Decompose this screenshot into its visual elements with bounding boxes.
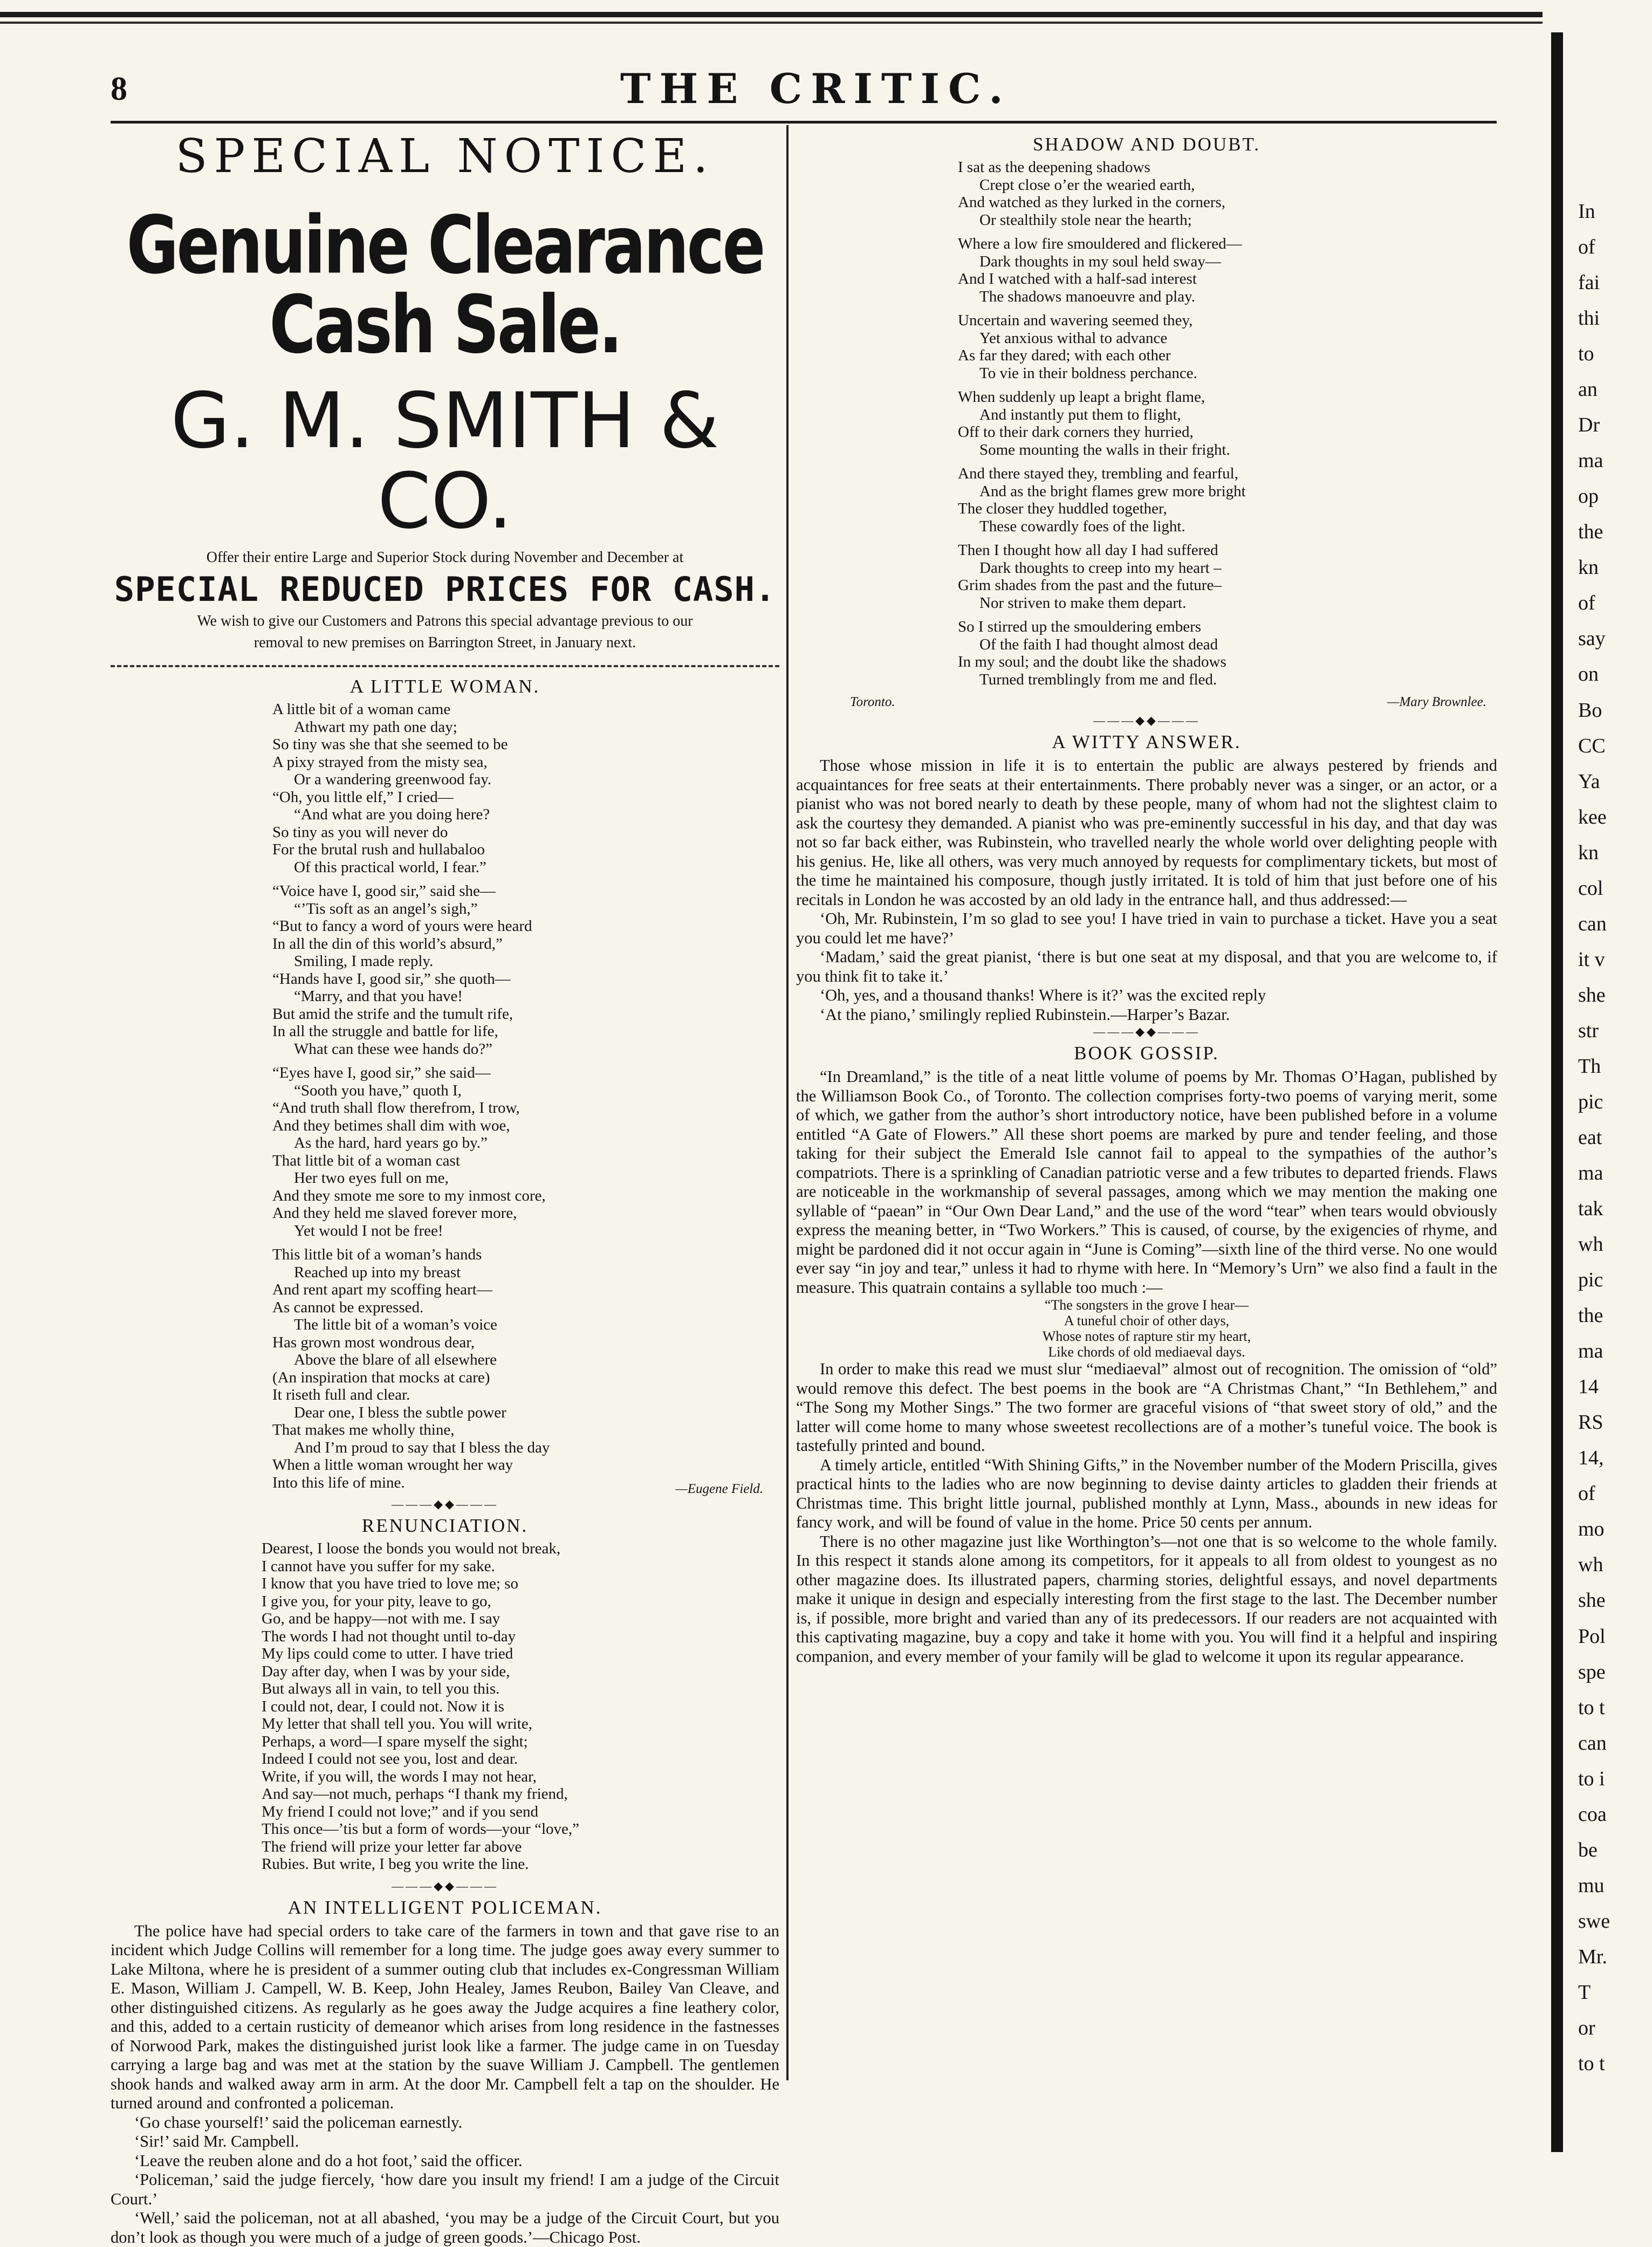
margin-fragment: to xyxy=(1578,342,1594,366)
poem-line: A little bit of a woman came xyxy=(272,701,451,718)
poem-line: I give you, for your pity, leave to go, xyxy=(262,1592,491,1610)
quote-line: Whose notes of rapture stir my heart, xyxy=(1042,1328,1251,1344)
paragraph: ‘Madam,’ said the great pianist, ‘there is but one seat at my disposal, and that you are welcome to, if you think fit to take it.’ xyxy=(796,948,1497,985)
margin-fragment: Dr xyxy=(1578,414,1600,437)
margin-fragment: col xyxy=(1578,876,1603,900)
paragraph: ‘Leave the reuben alone and do a hot foot,’ said the officer. xyxy=(134,2151,523,2170)
poem-line: Of this practical world, I fear.” xyxy=(294,858,486,876)
poem-stanza xyxy=(958,159,1497,229)
ad-headline: Genuine Clearance Cash Sale. xyxy=(126,198,764,371)
poem-line: And there stayed they, trembling and fearful, xyxy=(958,465,1238,482)
poem-line: Of the faith I had thought almost dead xyxy=(979,635,1218,653)
ad-prices: SPECIAL REDUCED PRICES FOR CASH. xyxy=(114,570,776,609)
margin-fragment: pic xyxy=(1578,1269,1603,1292)
paragraph: Those whose mission in life it is to entertain the public are always pestered by friends and acquaintances for free seats at their entertainments. There probably never was a singer, or an actor, or a pianist who was not bored nearly to death by these people, many of whom had not the slightest claim to ask the courtesy they demanded. A pianist who was pre-eminently successful in his day, and that day was not so far back either, was Rubinstein, who travelled nearly the whole world over delighting people with his genius. He, like all others, was very much annoyed by requests for complimentary tickets, but most of the time he maintained his composure, though justly irritated. It is told of him that just before one of his recitals in London he was accosted by an old lady in the entrance hall, and thus addressed:— xyxy=(796,756,1497,909)
shadow-title: SHADOW AND DOUBT. xyxy=(1032,134,1261,155)
poem-line: Dark thoughts in my soul held sway— xyxy=(979,252,1221,270)
poem-stanza xyxy=(958,542,1497,612)
poem-line: “’Tis soft as an angel’s sigh,” xyxy=(294,900,478,917)
poem-line: Dark thoughts to creep into my heart – xyxy=(979,559,1222,577)
paragraph: ‘Well,’ said the policeman, not at all abashed, ‘you may be a judge of the Circuit Court, but you don’t look as though you were much of a judge of green goods.’—Chicago Post. xyxy=(111,2209,779,2246)
poem-line: I could not, dear, I could not. Now it is xyxy=(262,1697,504,1715)
poem-stanza xyxy=(272,1064,779,1239)
poem-stanza xyxy=(958,312,1497,382)
paragraph: ‘Sir!’ said Mr. Campbell. xyxy=(134,2132,299,2151)
poem-line: This little bit of a woman’s hands xyxy=(272,1246,482,1264)
margin-fragment: swe xyxy=(1578,1909,1610,1933)
poem-line: (An inspiration that mocks at care) xyxy=(272,1368,490,1386)
poem-line: When suddenly up leapt a bright flame, xyxy=(958,388,1205,406)
ad-offer: Offer their entire Large and Superior Stock during November and December at xyxy=(206,549,684,566)
paragraph: The police have had special orders to take care of the farmers in town and that gave rise to an incident which Judge Collins will remember for a long time. The judge goes away every summer to Lake Miltona, where he is president of a summer outing club that includes ex-Congressman William E. Mason, William J. Campell, W. B. Keep, John Healey, James Reubon, Bailey Van Cleave, and other distinguished citizens. As regularly as he goes away the Judge acquires a fine leathery color, and this, added to a certain rusticity of demeanor which arises from long residence in the fastnesses of Norwood Park, makes the distinguished jurist look like a farmer. The judge came in on Tuesday carrying a large bag and was met at the station by the suave William J. Campbell. The gentlemen shook hands and walked away arm in arm. At the door Mr. Campbell felt a tap on the shoulder. He turned around and confronted a policeman. xyxy=(111,1921,779,2113)
poem-line: And they betimes shall dim with woe, xyxy=(272,1116,510,1134)
poem-line: “Eyes have I, good sir,” she said— xyxy=(272,1064,491,1082)
margin-fragment: kn xyxy=(1578,841,1599,864)
poem-line: When a little woman wrought her way xyxy=(272,1456,513,1474)
poem-line: Indeed I could not see you, lost and dear. xyxy=(262,1750,518,1768)
witty-title: A WITTY ANSWER. xyxy=(1052,731,1242,752)
renunciation-poem xyxy=(111,1540,779,1873)
paragraph: ‘Go chase yourself!’ said the policeman earnestly. xyxy=(134,2113,463,2132)
margin-fragment: the xyxy=(1578,1304,1603,1327)
margin-fragment: be xyxy=(1578,1838,1598,1861)
witty-article xyxy=(796,756,1497,1024)
poem-line: That makes me wholly thine, xyxy=(272,1421,455,1439)
poem-line: And as the bright flames grew more bright xyxy=(979,482,1246,500)
margin-fragment: op xyxy=(1578,485,1599,508)
poem-line: “Marry, and that you have! xyxy=(294,988,463,1005)
poem-line: My letter that shall tell you. You will write, xyxy=(262,1715,532,1733)
poem-line: Yet anxious withal to advance xyxy=(979,329,1168,347)
poem-line: But always all in vain, to tell you this. xyxy=(262,1680,500,1698)
poem-line: Uncertain and wavering seemed they, xyxy=(958,312,1193,329)
margin-fragment: RS xyxy=(1578,1411,1603,1434)
poem-line: “Oh, you little elf,” I cried— xyxy=(272,788,454,806)
poem-line: Off to their dark corners they hurried, xyxy=(958,423,1194,441)
poem-line: Dear one, I bless the subtle power xyxy=(294,1403,506,1421)
quote-line: A tuneful choir of other days, xyxy=(1064,1313,1230,1328)
poem-line: As cannot be expressed. xyxy=(272,1298,424,1316)
poem-line: My lips could come to utter. I have tried xyxy=(262,1645,513,1663)
poem-line: Perhaps, a word—I spare myself the sight; xyxy=(262,1732,528,1750)
poem-line: Has grown most wondrous dear, xyxy=(272,1333,475,1351)
margin-fragment: the xyxy=(1578,520,1603,544)
margin-fragment: T xyxy=(1578,1981,1591,2004)
margin-fragment: fai xyxy=(1578,271,1600,294)
margin-fragment: an xyxy=(1578,378,1598,401)
poem-line: Dearest, I loose the bonds you would not break, xyxy=(262,1540,561,1558)
margin-fragment: mo xyxy=(1578,1518,1605,1541)
margin-fragment: Pol xyxy=(1578,1625,1606,1648)
margin-fragment: ma xyxy=(1578,1340,1603,1363)
quote-line: Like chords of old mediaeval days. xyxy=(1048,1344,1245,1360)
section-ornament: ———◆◆——— xyxy=(1093,714,1200,727)
poem-line: Into this life of mine. xyxy=(272,1474,405,1491)
poem-line: Above the blare of all elsewhere xyxy=(294,1351,497,1369)
poem-stanza xyxy=(272,701,779,876)
poem-line: “And truth shall flow therefrom, I trow, xyxy=(272,1099,520,1117)
poem-stanza xyxy=(262,1540,779,1873)
poem-line: This once—’tis but a form of words—your “love,” xyxy=(262,1820,580,1838)
paragraph: A timely article, entitled “With Shining Gifts,” in the November number of the Modern Priscilla, gives practical hints to the ladies who are now beginning to devise dainty articles to gladden their friends at Christmas time. This bright little journal, published monthly at Lynn, Mass., abounds in new ideas for fancy work, and will be found of value in the home. Price 50 cents per annum. xyxy=(796,1455,1497,1531)
header-rule xyxy=(111,121,1497,124)
poem-line: “Sooth you have,” quoth I, xyxy=(294,1081,462,1099)
poem-line: These cowardly foes of the light. xyxy=(979,517,1185,535)
paragraph: “In Dreamland,” is the title of a neat little volume of poems by Mr. Thomas O’Hagan, published by the Williamson Book Co., of Toronto. The collection comprises forty-two poems of varying merit, some of which, we gather from the author’s short introductory notice, have been published before in a volume entitled “A Gate of Flowers.” All these short poems are marked by pure and tender feeling, and those taking for their subject the Emerald Isle cannot fail to appeal to the sympathies of the author’s compatriots. There is a sprinkling of Canadian patriotic verse and a few tributes to departed friends. Flaws are noticeable in the workmanship of several passages, among which we may mention the making one syllable of “paean” in “Our Own Dear Land,” and the use of the word “tear” when tears would obviously express the meaning better, in “Two Workers.” This is caused, of course, by the exigencies of rhyme, and might be pardoned did it not occur again in “June is Coming”—sixth line of the third verse. No one would ever say “in joy and tear,” unless it had to rhyme with here. In “Memory’s Urn” we also find a fault in the measure. This quatrain contains a syllable too much :— xyxy=(796,1067,1497,1297)
margin-fragment: 14, xyxy=(1578,1447,1604,1470)
margin-fragment: str xyxy=(1578,1019,1599,1042)
poem-line: Athwart my path one day; xyxy=(294,718,457,736)
margin-fragment: of xyxy=(1578,1482,1595,1505)
margin-fragment: Ya xyxy=(1578,770,1600,793)
paragraph: There is no other magazine just like Worthington’s—not one that is so welcome to the whole family. In this respect it stands alone among its competitors, for it appeals to all from oldest to youngest as no other magazine does. Its illustrated papers, charming stories, delightful essays, and novel departments make it unique in design and especially interesting from the first stage to the last. The December number is, if possible, more bright and varied than any of its predecessors. If our readers are not acquainted with this captivating magazine, buy a copy and take it home with you. You will find it a helpful and inspiring companion, and every member of your family will be glad to welcome it upon its regular appearance. xyxy=(796,1532,1497,1666)
poem-line: Some mounting the walls in their fright. xyxy=(979,441,1230,458)
poem-line: So tiny as you will never do xyxy=(272,823,448,841)
poem-line: Her two eyes full on me, xyxy=(294,1169,449,1187)
poem-line: The shadows manoeuvre and play. xyxy=(979,287,1195,305)
poem-line: Or a wandering greenwood fay. xyxy=(294,771,492,789)
renunciation-title: RENUNCIATION. xyxy=(361,1515,529,1537)
poem-line: What can these wee hands do?” xyxy=(294,1040,492,1058)
margin-fragment: mu xyxy=(1578,1874,1605,1897)
margin-fragment: to i xyxy=(1578,1767,1605,1790)
margin-fragment: she xyxy=(1578,983,1606,1006)
poem-line: Grim shades from the past and the future– xyxy=(958,577,1222,594)
quote-line: “The songsters in the grove I hear— xyxy=(1044,1297,1249,1313)
margin-fragment: In xyxy=(1578,200,1595,223)
margin-fragment: 14 xyxy=(1578,1375,1599,1399)
margin-fragment: Bo xyxy=(1578,698,1602,722)
poem-line: As the hard, hard years go by.” xyxy=(294,1134,488,1152)
poem-line: Go, and be happy—not with me. I say xyxy=(262,1610,501,1628)
margin-fragment: wh xyxy=(1578,1553,1603,1577)
poem-line: To vie in their boldness perchance. xyxy=(979,364,1197,382)
poem-line: So I stirred up the smouldering embers xyxy=(958,618,1202,635)
poem-line: Yet would I not be free! xyxy=(294,1222,443,1239)
margin-fragment: to t xyxy=(1578,2052,1605,2075)
margin-fragment: kn xyxy=(1578,556,1599,579)
page-number: 8 xyxy=(111,71,127,107)
margin-fragment: coa xyxy=(1578,1803,1607,1826)
ad-footer-line-2: removal to new premises on Barrington Street, in January next. xyxy=(253,634,636,652)
poem-line: In all the din of this world’s absurd,” xyxy=(272,935,503,953)
poem-line: A pixy strayed from the misty sea, xyxy=(272,753,488,771)
poem-line: And say—not much, perhaps “I thank my friend, xyxy=(262,1785,568,1803)
top-border-rule xyxy=(0,12,1543,17)
poem-line: I cannot have you suffer for my sake. xyxy=(262,1557,495,1575)
poem-line: Where a low fire smouldered and flickered— xyxy=(958,235,1242,252)
poem-line: As far they dared; with each other xyxy=(958,347,1171,364)
margin-fragment: to t xyxy=(1578,1696,1605,1719)
poem-line: That little bit of a woman cast xyxy=(272,1152,460,1169)
poem-line: Then I thought how all day I had suffered xyxy=(958,542,1218,559)
poem-stanza xyxy=(272,882,779,1058)
paragraph: ‘At the piano,’ smilingly replied Rubinstein.—Harper’s Bazar. xyxy=(820,1005,1230,1024)
margin-fragment: tak xyxy=(1578,1197,1603,1221)
little-woman-title: A LITTLE WOMAN. xyxy=(349,676,540,697)
margin-fragment: on xyxy=(1578,663,1599,686)
margin-fragment: or xyxy=(1578,2016,1595,2039)
shadow-attribution: —Mary Brownlee. xyxy=(1387,695,1486,709)
poem-line: I know that you have tried to love me; so xyxy=(262,1575,518,1593)
book-quote xyxy=(796,1297,1497,1360)
poem-line: Rubies. But write, I beg you write the line. xyxy=(262,1855,529,1873)
section-rule xyxy=(111,665,779,667)
margin-fragment: ma xyxy=(1578,449,1603,472)
poem-line: And they smote me sore to my inmost core, xyxy=(272,1187,546,1204)
poem-stanza xyxy=(958,465,1497,535)
poem-line: In my soul; and the doubt like the shadows xyxy=(958,653,1226,670)
shadow-byline xyxy=(796,695,1497,713)
policeman-title: AN INTELLIGENT POLICEMAN. xyxy=(287,1896,602,1918)
margin-fragment: of xyxy=(1578,592,1595,615)
poem-stanza xyxy=(958,618,1497,688)
poem-line: Write, if you will, the words I may not hear, xyxy=(262,1768,537,1785)
margin-fragment: wh xyxy=(1578,1233,1603,1256)
margin-fragment: pic xyxy=(1578,1090,1603,1113)
poem-line: “Hands have I, good sir,” she quoth— xyxy=(272,970,511,988)
poem-line: The little bit of a woman’s voice xyxy=(294,1316,497,1334)
poem-line: My friend I could not love;” and if you send xyxy=(262,1803,539,1820)
ad-footer-line-1: We wish to give our Customers and Patrons this special advantage previous to our xyxy=(197,613,693,630)
ad-notice: SPECIAL NOTICE. xyxy=(175,129,715,183)
poem-stanza xyxy=(272,1246,779,1491)
top-border-rule-thin xyxy=(0,22,1543,24)
poem-line: So tiny was she that she seemed to be xyxy=(272,736,508,753)
shadow-place: Toronto. xyxy=(850,695,895,709)
poem-line: And rent apart my scoffing heart— xyxy=(272,1281,492,1299)
margin-fragment: thi xyxy=(1578,307,1600,330)
shadow-poem xyxy=(796,159,1497,688)
book-article-part-b xyxy=(796,1360,1497,1666)
poem-line: Smiling, I made reply. xyxy=(294,953,434,970)
margin-fragment: kee xyxy=(1578,805,1607,828)
book-article-part-a xyxy=(796,1067,1497,1297)
poem-line: It riseth full and clear. xyxy=(272,1386,410,1404)
poem-line: Turned tremblingly from me and fled. xyxy=(979,670,1217,688)
poem-line: The words I had not thought until to-day xyxy=(262,1627,516,1645)
margin-fragment: can xyxy=(1578,912,1607,935)
margin-fragment: say xyxy=(1578,627,1606,650)
poem-line: “But to fancy a word of yours were heard xyxy=(272,917,532,935)
paragraph: ‘Policeman,’ said the judge fiercely, ‘how dare you insult my friend! I am a judge of the Circuit Court.’ xyxy=(111,2170,779,2208)
section-ornament: ———◆◆——— xyxy=(392,1497,498,1511)
poem-line: I sat as the deepening shadows xyxy=(958,159,1150,176)
advertisement xyxy=(111,129,779,652)
column-divider xyxy=(786,125,789,2080)
margin-fragment: spe xyxy=(1578,1660,1606,1683)
poem-line: “Voice have I, good sir,” said she— xyxy=(272,882,496,900)
poem-line: And I’m proud to say that I bless the day xyxy=(294,1438,550,1456)
margin-fragment: CC xyxy=(1578,734,1606,757)
margin-fragment: she xyxy=(1578,1589,1606,1612)
poem-line: And I watched with a half-sad interest xyxy=(958,270,1197,287)
poem-line: Day after day, when I was by your side, xyxy=(262,1662,510,1680)
poem-line: The friend will prize your letter far above xyxy=(262,1838,522,1855)
little-woman-attribution: —Eugene Field. xyxy=(675,1482,763,1497)
poem-line: Crept close o’er the wearied earth, xyxy=(979,176,1195,194)
masthead: THE CRITIC. xyxy=(620,65,1012,113)
margin-fragment: it v xyxy=(1578,948,1605,971)
poem-stanza xyxy=(958,388,1497,458)
book-title: BOOK GOSSIP. xyxy=(1074,1043,1219,1064)
ad-company: G. M. SMITH & CO. xyxy=(170,376,719,546)
section-ornament: ———◆◆——— xyxy=(392,1879,498,1893)
poem-line: “And what are you doing here? xyxy=(294,806,490,824)
policeman-article xyxy=(111,1922,779,2247)
poem-line: In all the struggle and battle for life, xyxy=(272,1023,498,1040)
binding-edge-bar xyxy=(1551,32,1563,2152)
section-ornament: ———◆◆——— xyxy=(1093,1025,1200,1038)
margin-fragment: eat xyxy=(1578,1126,1602,1149)
margin-fragment: Mr. xyxy=(1578,1945,1607,1968)
poem-line: And watched as they lurked in the corners, xyxy=(958,194,1226,211)
poem-stanza xyxy=(958,235,1497,305)
poem-line: Or stealthily stole near the hearth; xyxy=(979,211,1192,229)
little-woman-poem xyxy=(111,701,779,1491)
poem-line: The closer they huddled together, xyxy=(958,500,1167,517)
paragraph: ‘Oh, yes, and a thousand thanks! Where is it?’ was the excited reply xyxy=(820,986,1266,1004)
poem-line: And instantly put them to flight, xyxy=(979,406,1181,423)
poem-line: For the brutal rush and hullabaloo xyxy=(272,841,485,859)
right-column xyxy=(796,129,1497,1666)
left-column xyxy=(111,129,779,2247)
poem-line: Nor striven to make them depart. xyxy=(979,594,1187,612)
margin-fragment: of xyxy=(1578,236,1595,259)
margin-fragment: Th xyxy=(1578,1054,1601,1078)
margin-fragment: ma xyxy=(1578,1162,1603,1185)
margin-fragment: can xyxy=(1578,1731,1607,1755)
poem-line: And they held me slaved forever more, xyxy=(272,1204,517,1222)
paragraph: In order to make this read we must slur “mediaeval” almost out of recognition. The omission of “old” would remove this defect. The best poems in the book are “A Christmas Chant,” “In Bethlehem,” and “The Song my Mother Sings.” The two former are graceful visions of “that sweet story of old,” and the latter will come home to many whose sweetest recollections are of a mother’s tuneful voice. The book is tastefully printed and bound. xyxy=(796,1360,1497,1455)
poem-line: Reached up into my breast xyxy=(294,1263,461,1281)
poem-line: But amid the strife and the tumult rife, xyxy=(272,1005,513,1023)
paragraph: ‘Oh, Mr. Rubinstein, I’m so glad to see you! I have tried in vain to purchase a ticket. Have you a seat you could let me have?’ xyxy=(796,909,1497,947)
